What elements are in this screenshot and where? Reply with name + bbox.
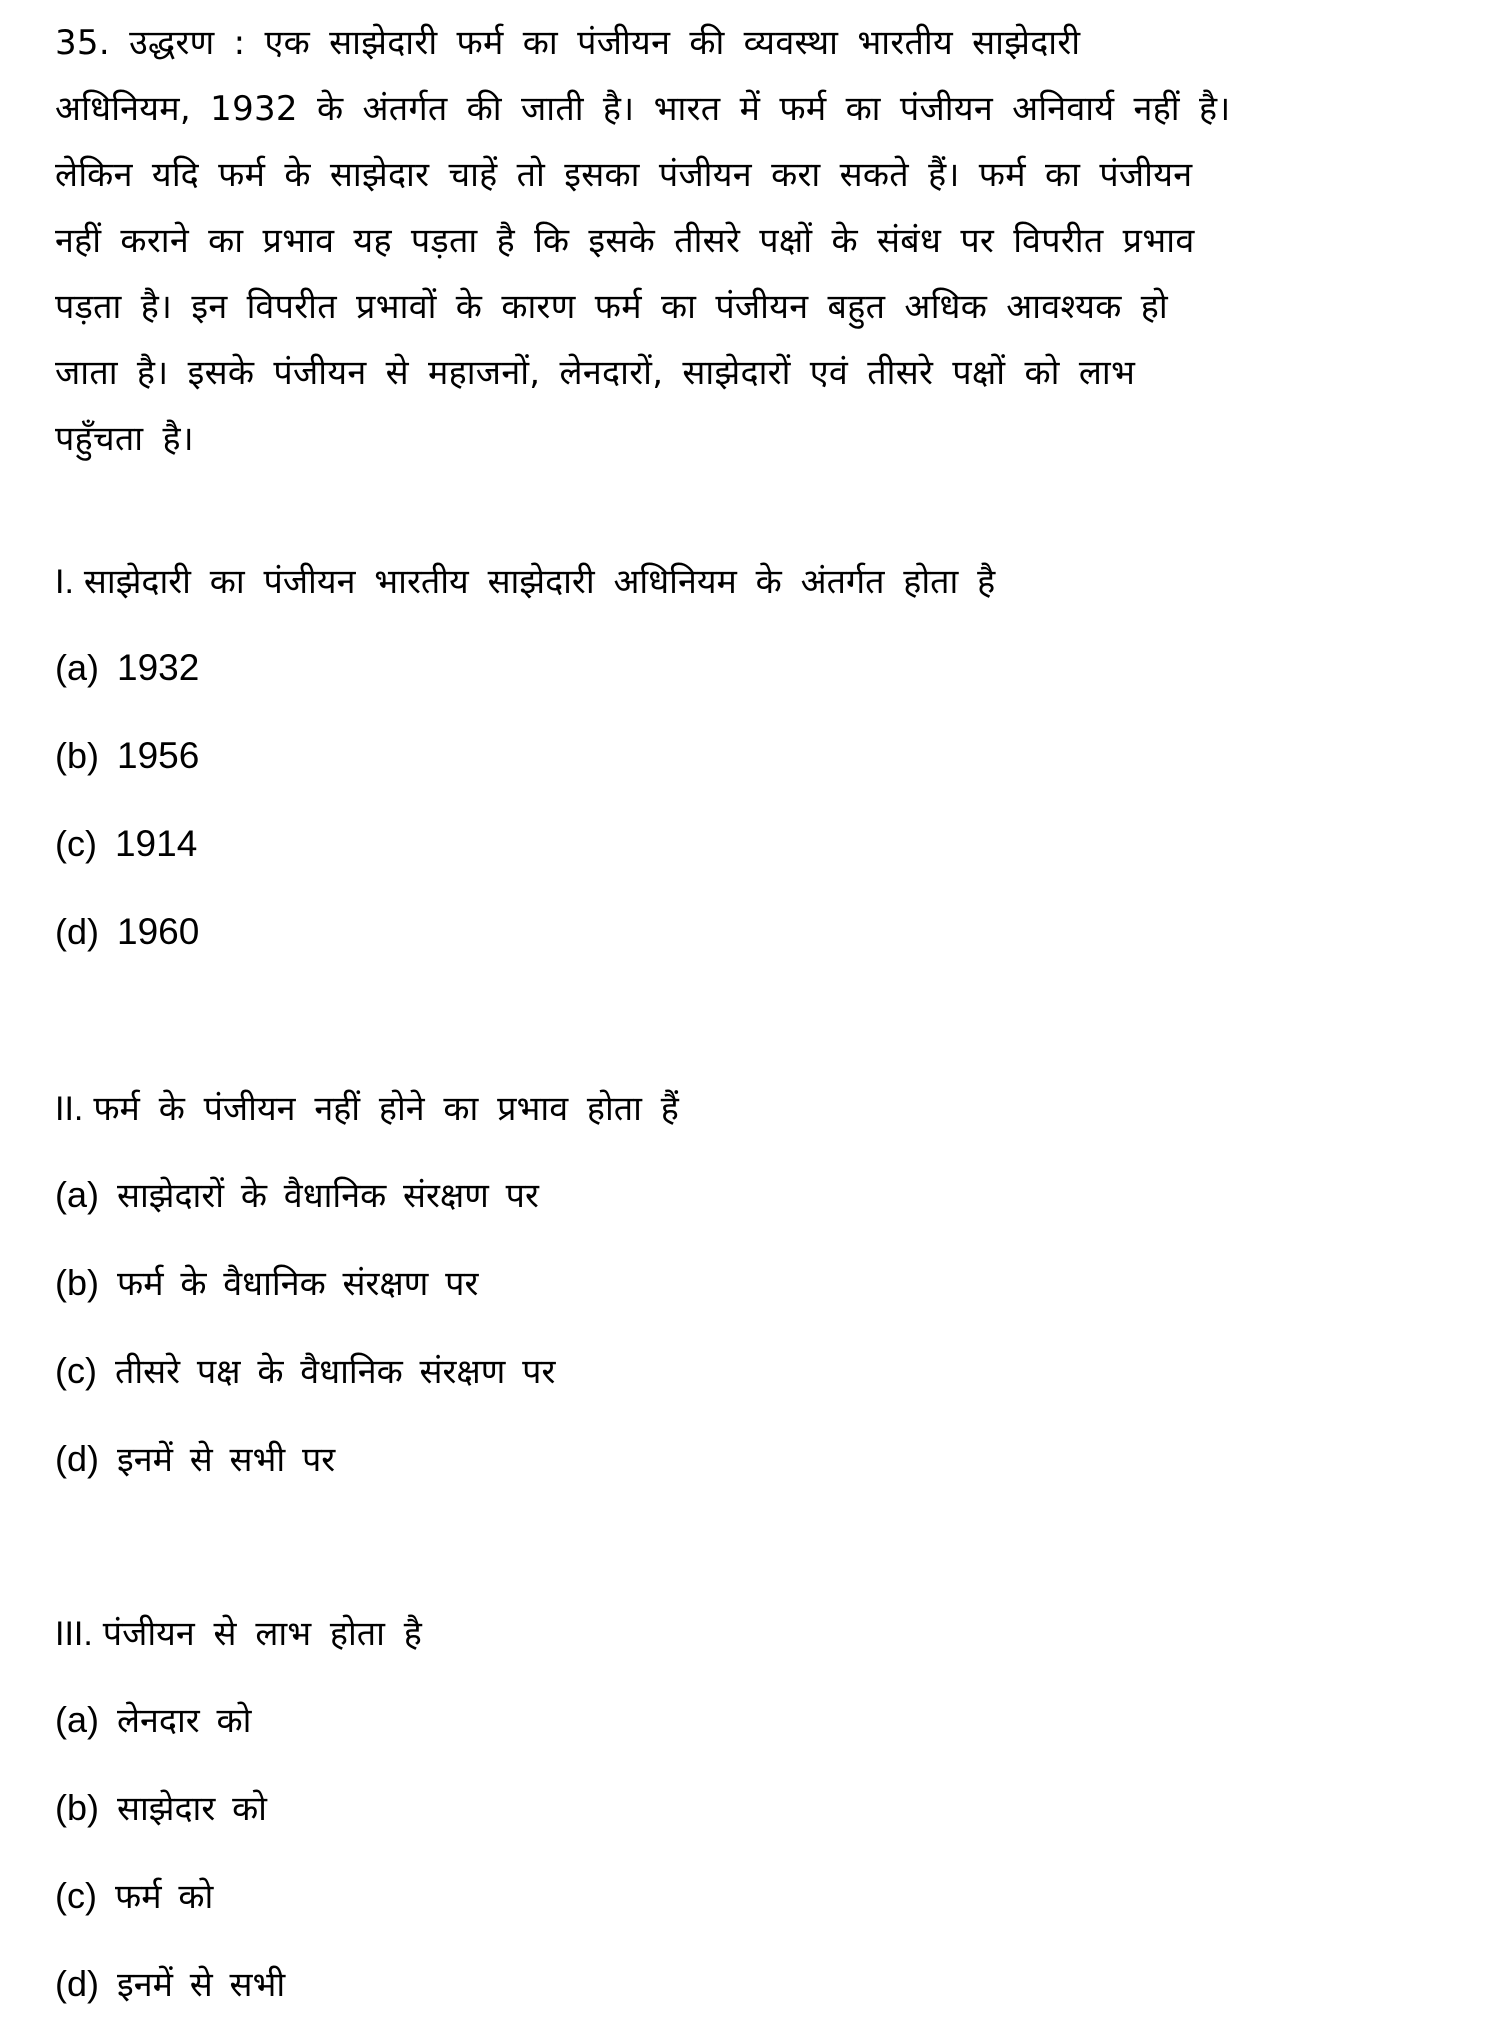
question-text: साझेदारी का पंजीयन भारतीय साझेदारी अधिनियम के अंतर्गत होता है bbox=[83, 562, 996, 602]
passage-line: अधिनियम, 1932 के अंतर्गत की जाती है। भारत में फर्म का पंजीयन अनिवार्य नहीं है। bbox=[55, 89, 1231, 129]
option-text: साझेदार को bbox=[117, 1789, 267, 1829]
option-text: 1932 bbox=[117, 647, 200, 688]
option-a[interactable] bbox=[55, 1175, 1455, 1215]
options-list bbox=[55, 1175, 1455, 1479]
option-text: इनमें से सभी पर bbox=[117, 1440, 336, 1480]
passage-line: लेकिन यदि फर्म के साझेदार चाहें तो इसका पंजीयन करा सकते हैं। फर्म का पंजीयन bbox=[55, 155, 1193, 195]
option-label: (b) bbox=[55, 1262, 99, 1303]
option-text: 1956 bbox=[117, 735, 200, 776]
options-list bbox=[55, 1700, 1455, 2004]
question-stem bbox=[55, 1614, 1455, 1654]
option-label: (d) bbox=[55, 911, 99, 952]
option-text: फर्म को bbox=[114, 1877, 214, 1917]
question-text: फर्म के पंजीयन नहीं होने का प्रभाव होता हैं bbox=[93, 1089, 679, 1129]
passage-line: जाता है। इसके पंजीयन से महाजनों, लेनदारों, साझेदारों एवं तीसरे पक्षों को लाभ bbox=[55, 353, 1136, 393]
option-c[interactable] bbox=[55, 824, 1455, 864]
question-1 bbox=[55, 562, 1455, 952]
question-3 bbox=[55, 1614, 1455, 2004]
options-list bbox=[55, 648, 1455, 952]
option-label: (c) bbox=[55, 1350, 97, 1391]
option-label: (c) bbox=[55, 823, 97, 864]
option-a[interactable] bbox=[55, 648, 1455, 688]
option-label: (a) bbox=[55, 647, 99, 688]
option-d[interactable] bbox=[55, 912, 1455, 952]
question-stem bbox=[55, 562, 1455, 602]
question-number: II. bbox=[55, 1090, 84, 1128]
option-d[interactable] bbox=[55, 1964, 1455, 2004]
option-text: साझेदारों के वैधानिक संरक्षण पर bbox=[117, 1176, 539, 1216]
option-b[interactable] bbox=[55, 1788, 1455, 1828]
passage-line: पड़ता है। इन विपरीत प्रभावों के कारण फर्म का पंजीयन बहुत अधिक आवश्यक हो bbox=[55, 287, 1168, 327]
passage-paragraph bbox=[55, 10, 1475, 472]
option-text: फर्म के वैधानिक संरक्षण पर bbox=[117, 1264, 479, 1304]
passage-line: नहीं कराने का प्रभाव यह पड़ता है कि इसके तीसरे पक्षों के संबंध पर विपरीत प्रभाव bbox=[55, 221, 1195, 261]
option-c[interactable] bbox=[55, 1351, 1455, 1391]
option-d[interactable] bbox=[55, 1439, 1455, 1479]
question-stem bbox=[55, 1089, 1455, 1129]
passage-line: 35. उद्धरण : एक साझेदारी फर्म का पंजीयन की व्यवस्था भारतीय साझेदारी bbox=[55, 23, 1081, 63]
option-b[interactable] bbox=[55, 1263, 1455, 1303]
option-label: (b) bbox=[55, 1787, 99, 1828]
option-label: (d) bbox=[55, 1438, 99, 1479]
option-a[interactable] bbox=[55, 1700, 1455, 1740]
option-text: 1960 bbox=[117, 911, 200, 952]
option-text: लेनदार को bbox=[117, 1701, 252, 1741]
question-number: III. bbox=[55, 1615, 93, 1653]
option-b[interactable] bbox=[55, 736, 1455, 776]
option-label: (c) bbox=[55, 1875, 97, 1916]
option-c[interactable] bbox=[55, 1876, 1455, 1916]
question-number: I. bbox=[55, 563, 74, 601]
option-label: (a) bbox=[55, 1174, 99, 1215]
question-2 bbox=[55, 1089, 1455, 1479]
option-text: 1914 bbox=[114, 823, 198, 864]
option-label: (a) bbox=[55, 1699, 99, 1740]
option-text: इनमें से सभी bbox=[117, 1965, 286, 2005]
passage-line: पहुँचता है। bbox=[55, 419, 194, 459]
option-text: तीसरे पक्ष के वैधानिक संरक्षण पर bbox=[114, 1352, 556, 1392]
option-label: (d) bbox=[55, 1963, 99, 2004]
question-text: पंजीयन से लाभ होता है bbox=[102, 1614, 422, 1654]
option-label: (b) bbox=[55, 735, 99, 776]
